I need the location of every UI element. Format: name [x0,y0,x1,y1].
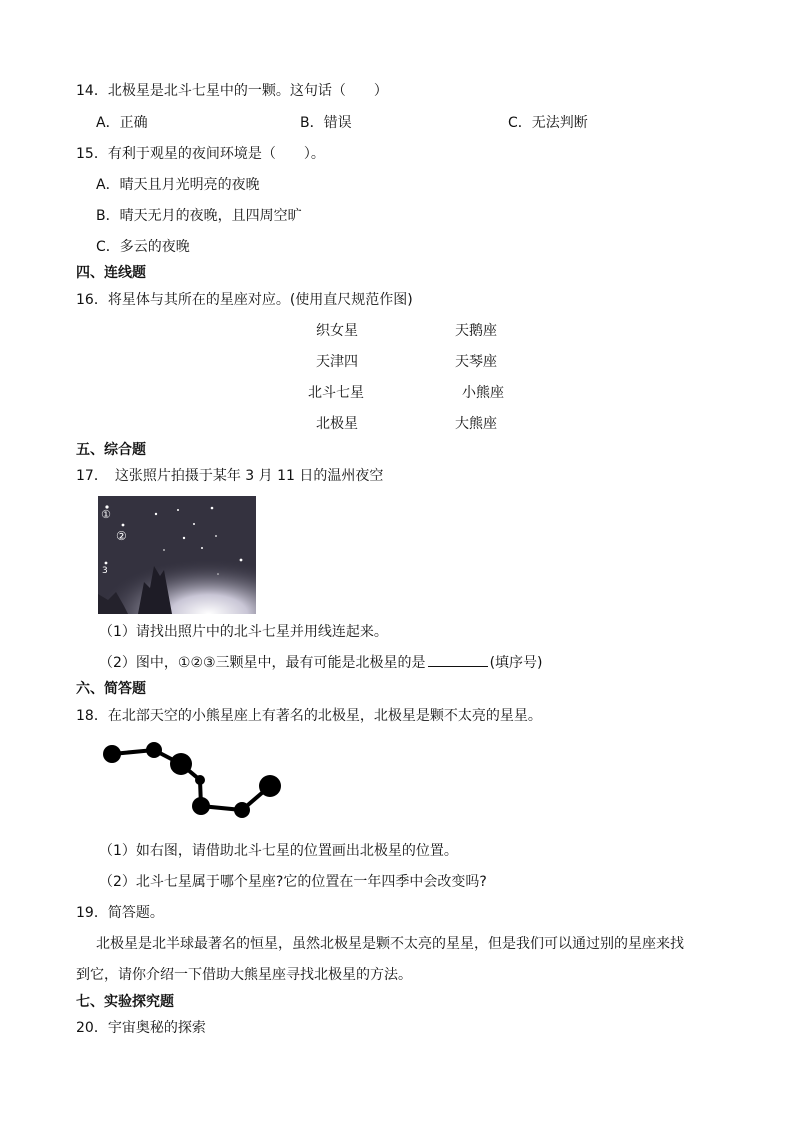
section-heading-5: 五、综合题 [76,442,146,458]
q17-stem: 17． 这张照片拍摄于某年 3 月 11 日的温州夜空 [76,468,384,484]
night-sky-image [98,496,256,614]
q19-line1: 北极星是北半球最著名的恒星，虽然北极星是颗不太亮的星星，但是我们可以通过别的星座来找 [96,936,684,952]
q14-option-b: B．错误 [300,115,352,131]
q16-left-2: 天津四 [316,354,358,370]
q16-stem: 16．将星体与其所在的星座对应。(使用直尺规范作图) [76,292,413,308]
q17-sub1: （1）请找出照片中的北斗七星并用线连起来。 [99,624,388,640]
q15-stem: 15．有利于观星的夜间环境是（ ）。 [76,146,325,162]
photo-label-1: ① [101,508,111,521]
q16-left-4: 北极星 [316,416,358,432]
big-dipper-diagram [96,736,292,828]
q14-option-a: A．正确 [96,115,148,131]
q17-sub2-text: （2）图中，①②③三颗星中，最有可能是北极星的是 [99,655,426,671]
star-3 [170,753,192,775]
photo-label-3: 3 [102,566,108,576]
q19-line2: 到它，请你介绍一下借助大熊星座寻找北极星的方法。 [76,967,412,983]
q16-right-2: 天琴座 [455,354,497,370]
night-sky-photo [98,496,256,614]
section-heading-7: 七、实验探究题 [76,994,174,1010]
q18-stem: 18．在北部天空的小熊星座上有著名的北极星，北极星是颗不太亮的星星。 [76,708,542,724]
section-heading-6: 六、简答题 [76,681,146,697]
section-heading-4: 四、连线题 [76,265,146,281]
q18-sub2: （2）北斗七星属于哪个星座?它的位置在一年四季中会改变吗? [99,874,487,890]
q16-right-4: 大熊座 [455,416,497,432]
q16-left-3: 北斗七星 [308,385,364,401]
star-6 [234,802,250,818]
q17-sub2-suffix: (填序号) [489,655,543,671]
q15-option-c: C．多云的夜晚 [96,239,190,255]
q15-option-a: A．晴天且月光明亮的夜晚 [96,177,260,193]
q20-stem: 20．宇宙奥秘的探索 [76,1020,206,1036]
star-4 [195,775,205,785]
answer-blank[interactable] [428,654,488,667]
star-1 [103,745,121,763]
star-2 [146,742,162,758]
q16-right-1: 天鹅座 [455,323,497,339]
q16-right-3: 小熊座 [462,385,504,401]
big-dipper-lines [112,750,270,810]
q14-option-c: C．无法判断 [508,115,588,131]
q17-sub2 [99,654,543,672]
q14-stem: 14．北极星是北斗七星中的一颗。这句话（ ） [76,83,388,99]
q19-stem: 19．简答题。 [76,905,164,921]
q15-option-b: B．晴天无月的夜晚，且四周空旷 [96,208,302,224]
q18-sub1: （1）如右图，请借助北斗七星的位置画出北极星的位置。 [99,843,458,859]
star-7 [259,775,281,797]
photo-label-2: ② [116,529,127,543]
q16-left-1: 织女星 [316,323,358,339]
star-5 [192,797,210,815]
